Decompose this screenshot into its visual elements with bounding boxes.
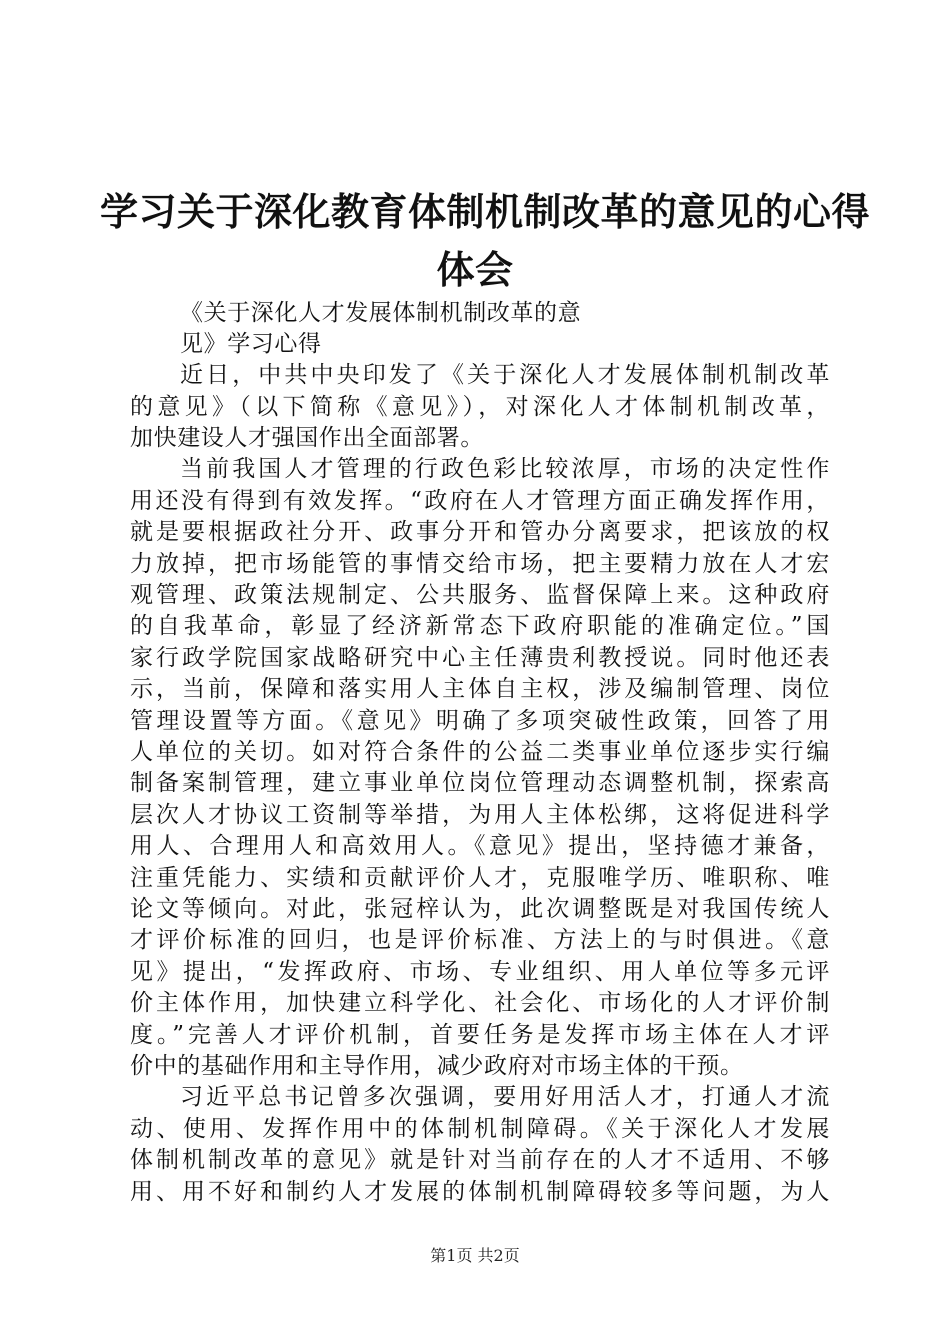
document-title-line-1: 学习关于深化教育体制机制改革的意见的心得 [100,190,871,234]
paragraph-line: 习近平总书记曾多次强调，要用好用活人才，打通人才流 [180,1084,830,1110]
paragraph-line: 动、使用、发挥作用中的体制机制障碍。《关于深化人才发展 [130,1116,830,1142]
paragraph-line: 论文等倾向。对此，张冠梓认为，此次调整既是对我国传统人 [130,896,830,922]
paragraph-line: 用、用不好和制约人才发展的体制机制障碍较多等问题，为人 [130,1179,830,1205]
paragraph-line: 就是要根据政社分开、政事分开和管办分离要求，把该放的权 [130,519,830,545]
paragraph-line: 体制机制改革的意见》就是针对当前存在的人才不适用、不够 [130,1147,830,1173]
paragraph-line: 的意见》（以下简称《意见》），对深化人才体制机制改革， [130,394,830,420]
page-number-footer: 第1页 共2页 [430,1246,520,1265]
paragraph-line: 注重凭能力、实绩和贡献评价人才，克服唯学历、唯职称、唯 [130,865,830,891]
paragraph-line: 见》提出，“发挥政府、市场、专业组织、用人单位等多元评 [130,959,830,985]
paragraph-line: 价中的基础作用和主导作用，减少政府对市场主体的干预。 [130,1053,744,1079]
paragraph-line: 度。”完善人才评价机制，首要任务是发挥市场主体在人才评 [130,1022,830,1048]
paragraph-line: 加快建设人才强国作出全面部署。 [130,425,484,451]
paragraph-line: 用人、合理用人和高效用人。《意见》提出，坚持德才兼备， [130,833,830,859]
paragraph-line: 示，当前，保障和落实用人主体自主权，涉及编制管理、岗位 [130,676,830,702]
paragraph-line: 制备案制管理，建立事业单位岗位管理动态调整机制，探索高 [130,770,830,796]
paragraph-line: 力放掉，把市场能管的事情交给市场，把主要精力放在人才宏 [130,551,830,577]
paragraph-line: 人单位的关切。如对符合条件的公益二类事业单位逐步实行编 [130,739,830,765]
paragraph-line: 当前我国人才管理的行政色彩比较浓厚，市场的决定性作 [180,456,830,482]
paragraph-line: 管理设置等方面。《意见》明确了多项突破性政策，回答了用 [130,708,830,734]
paragraph-line: 价主体作用，加快建立科学化、社会化、市场化的人才评价制 [130,990,830,1016]
paragraph-line: 用还没有得到有效发挥。“政府在人才管理方面正确发挥作用， [130,488,830,514]
document-title-line-2: 体会 [436,248,514,292]
paragraph-line: 的自我革命，彰显了经济新常态下政府职能的准确定位。”国 [130,613,830,639]
subtitle-line: 《关于深化人才发展体制机制改革的意 [180,300,582,326]
paragraph-line: 观管理、政策法规制定、公共服务、监督保障上来。这种政府 [130,582,830,608]
subtitle-line: 见》学习心得 [180,331,322,357]
paragraph-line: 层次人才协议工资制等举措，为用人主体松绑，这将促进科学 [130,802,830,828]
paragraph-line: 才评价标准的回归，也是评价标准、方法上的与时俱进。《意 [130,927,830,953]
paragraph-line: 近日，中共中央印发了《关于深化人才发展体制机制改革 [180,362,830,388]
paragraph-line: 家行政学院国家战略研究中心主任薄贵利教授说。同时他还表 [130,645,830,671]
